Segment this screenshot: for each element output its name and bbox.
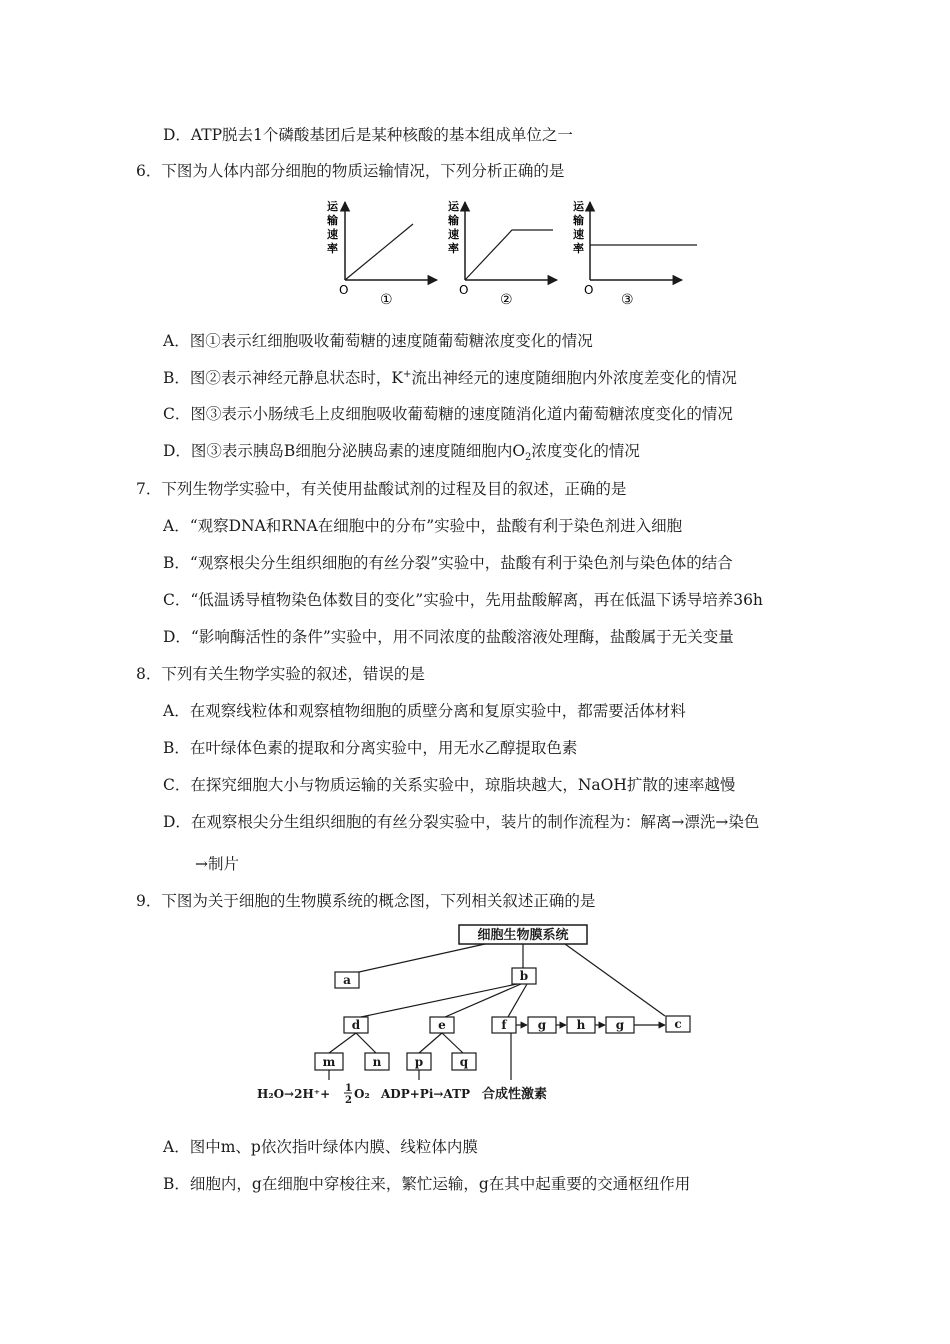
graph-3-label: ③ [621, 292, 634, 308]
equation-half-denominator: 2 [345, 1095, 352, 1105]
graph-3-origin: O [584, 283, 594, 297]
q8-option-a: A．在观察线粒体和观察植物细胞的质壁分离和复原实验中，都需要活体材料 [163, 702, 686, 720]
q8-option-c: C．在探究细胞大小与物质运输的关系实验中，琼脂块越大，NaOH扩散的速率越慢 [163, 776, 736, 794]
graph-1-label: ① [380, 292, 393, 308]
q6-option-c: C．图③表示小肠绒毛上皮细胞吸收葡萄糖的速度随消化道内葡萄糖浓度变化的情况 [163, 405, 733, 423]
node-n-label: n [372, 1055, 382, 1069]
graph-2-ylabel-4: 率 [448, 242, 459, 255]
node-e-label: e [438, 1018, 446, 1032]
q7-option-c: C．“低温诱导植物染色体数目的变化”实验中，先用盐酸解离，再在低温下诱导培养36h [163, 591, 763, 609]
node-g-2-label: g [615, 1018, 625, 1032]
node-d-label: d [351, 1018, 361, 1032]
q6-option-a: A．图①表示红细胞吸收葡萄糖的速度随葡萄糖浓度变化的情况 [163, 332, 593, 350]
q7-option-d: D．“影响酶活性的条件”实验中，用不同浓度的盐酸溶液处理酶，盐酸属于无关变量 [163, 628, 734, 646]
graph-1-origin: O [339, 283, 349, 297]
graph-1-curve [345, 224, 413, 280]
graph-3 [572, 199, 697, 308]
graph-2-origin: O [459, 283, 469, 297]
graph-2 [447, 199, 557, 308]
q5-option-d: D．ATP脱去1个磷酸基团后是某种核酸的基本组成单位之一 [163, 126, 573, 144]
q8-option-d: D．在观察根尖分生组织细胞的有丝分裂实验中，装片的制作流程为：解离→漂洗→染色 [163, 813, 760, 831]
graph-3-ylabel-2: 输 [573, 214, 584, 227]
q7-option-a: A．“观察DNA和RNA在细胞中的分布”实验中，盐酸有利于染色剂进入细胞 [163, 517, 683, 535]
node-m-label: m [322, 1055, 336, 1069]
graph-3-ylabel-1: 运 [573, 200, 584, 213]
equation-half-numerator: 1 [345, 1083, 352, 1094]
equation-oxygen: O₂ [354, 1087, 370, 1101]
node-f-label: f [501, 1018, 507, 1032]
graph-2-ylabel-2: 输 [448, 214, 459, 227]
equation-water-split: H₂O→2H⁺+ [257, 1087, 331, 1101]
graph-2-label: ② [500, 292, 513, 308]
q8-stem: 8．下列有关生物学实验的叙述，错误的是 [136, 665, 425, 683]
q6-transport-graphs [325, 196, 715, 312]
node-g-1-label: g [537, 1018, 547, 1032]
node-p-label: p [414, 1055, 424, 1069]
q7-stem: 7．下列生物学实验中，有关使用盐酸试剂的过程及目的叙述，正确的是 [136, 480, 627, 498]
equation-sex-hormone: 合成性激素 [482, 1087, 548, 1102]
graph-1 [326, 199, 437, 308]
node-root-label: 细胞生物膜系统 [477, 928, 569, 943]
q6-stem: 6．下图为人体内部分细胞的物质运输情况，下列分析正确的是 [136, 162, 565, 180]
q9-membrane-concept-diagram [255, 920, 700, 1105]
q9-option-a: A．图中m、p依次指叶绿体内膜、线粒体内膜 [163, 1138, 478, 1156]
node-q-label: q [459, 1055, 469, 1069]
graph-2-ylabel-3: 速 [448, 228, 459, 241]
node-b-label: b [519, 969, 529, 983]
graph-3-ylabel-3: 速 [573, 228, 584, 241]
graph-2-curve [465, 230, 553, 280]
equation-atp-synthesis: ADP+Pi→ATP [381, 1087, 471, 1101]
q8-option-d-continued: →制片 [195, 855, 239, 873]
q9-stem: 9．下图为关于细胞的生物膜系统的概念图，下列相关叙述正确的是 [136, 892, 596, 910]
q6-option-d: D．图③表示胰岛B细胞分泌胰岛素的速度随细胞内$O_2$浓度变化的情况 [163, 442, 640, 464]
node-h-label: h [576, 1018, 586, 1032]
q8-option-b: B．在叶绿体色素的提取和分离实验中，用无水乙醇提取色素 [163, 739, 578, 757]
graph-1-ylabel-1: 运 [327, 200, 338, 213]
graph-2-ylabel-1: 运 [448, 200, 459, 213]
node-c-label: c [674, 1017, 682, 1031]
graph-1-ylabel-4: 率 [327, 242, 338, 255]
graph-3-ylabel-4: 率 [573, 242, 584, 255]
q7-option-b: B．“观察根尖分生组织细胞的有丝分裂”实验中，盐酸有利于染色剂与染色体的结合 [163, 554, 733, 572]
graph-1-ylabel-3: 速 [327, 228, 338, 241]
node-a-label: a [343, 973, 351, 987]
q6-option-b: B．图②表示神经元静息状态时，K+流出神经元的速度随细胞内外浓度差变化的情况 [163, 368, 737, 387]
graph-1-ylabel-2: 输 [327, 214, 338, 227]
q9-option-b: B．细胞内，g在细胞中穿梭往来，繁忙运输，g在其中起重要的交通枢纽作用 [163, 1175, 691, 1193]
